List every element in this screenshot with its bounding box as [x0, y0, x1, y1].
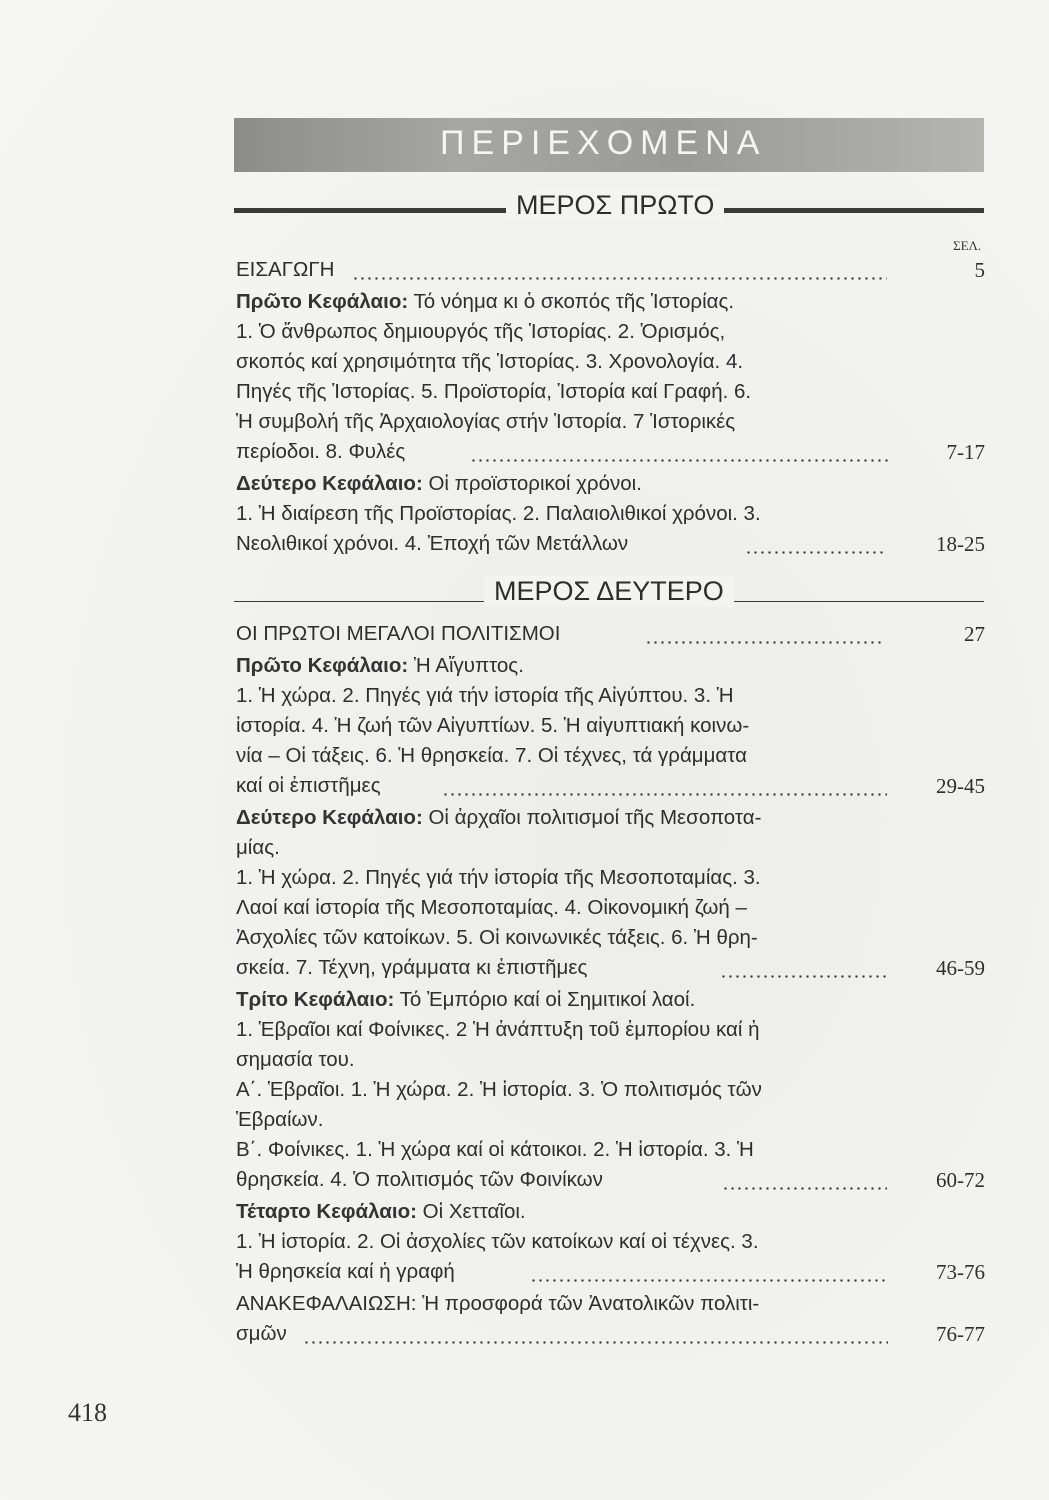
part-two-heading: [234, 576, 984, 616]
toc-line: Λαοί καί ἱστορία τῆς Μεσοποταμίας. 4. Οἰκονομική ζωή –: [236, 896, 747, 919]
heading-rule-right: [729, 601, 984, 602]
dot-leader: [442, 793, 887, 796]
toc-entry: σμῶν: [236, 1322, 287, 1345]
toc-line: 1. Ὁ ἄνθρωπος δημιουργός τῆς Ἱστορίας. 2. Ὁρισμός,: [236, 320, 726, 343]
toc-line: 1. Ἡ χώρα. 2. Πηγές γιά τήν ἱστορία τῆς Αἰγύπτου. 3. Ἡ: [236, 684, 734, 707]
page-number: 60-72: [936, 1168, 985, 1192]
page-number: 18-25: [936, 532, 985, 556]
page-number: 46-59: [936, 956, 985, 980]
dot-leader: [303, 1341, 888, 1344]
part-one-heading: [234, 190, 984, 230]
toc-line: Ἀσχολίες τῶν κατοίκων. 5. Οἱ κοινωνικές τάξεις. 6. Ἡ θρη-: [236, 926, 758, 949]
chapter-heading: Δεύτερο Κεφάλαιο: Οἱ προϊστορικοί χρόνοι.: [236, 472, 642, 495]
toc-line: σκοπός καί χρησιμότητα τῆς Ἱστορίας. 3. Χρονολογία. 4.: [236, 350, 744, 373]
dot-leader: [722, 1187, 887, 1190]
page-number: 7-17: [946, 440, 985, 464]
toc-line: Ἑβραίων.: [236, 1108, 324, 1131]
dot-leader: [645, 641, 885, 644]
heading-rule-left: [234, 208, 514, 213]
chapter-heading: Πρῶτο Κεφάλαιο: Ἡ Αἴγυπτος.: [236, 654, 524, 677]
page-folio: 418: [68, 1398, 107, 1427]
part-one-title: ΜΕΡΟΣ ΠΡΩΤΟ: [506, 190, 724, 221]
page-number: 76-77: [936, 1322, 985, 1346]
toc-entry: θρησκεία. 4. Ὁ πολιτισμός τῶν Φοινίκων: [236, 1168, 603, 1191]
page-number: 73-76: [936, 1260, 985, 1284]
toc-line: Α΄. Ἑβραῖοι. 1. Ἡ χώρα. 2. Ἡ ἱστορία. 3. Ὁ πολιτισμός τῶν: [236, 1078, 762, 1101]
toc-entry: Ἡ θρησκεία καί ἡ γραφή: [236, 1260, 455, 1283]
part-two-title: ΜΕΡΟΣ ΔΕΥΤΕΡΟ: [484, 576, 734, 607]
toc-entry: Νεολιθικοί χρόνοι. 4. Ἐποχή τῶν Μετάλλων: [236, 532, 629, 555]
dot-leader: [745, 551, 885, 554]
dot-leader: [470, 459, 890, 462]
toc-line: σημασία του.: [236, 1048, 355, 1071]
toc-line: ΑΝΑΚΕΦΑΛΑΙΩΣΗ: Ἡ προσφορά τῶν Ἀνατολικῶν πολιτι-: [236, 1292, 760, 1315]
heading-rule-left: [234, 601, 484, 602]
toc-line: Β΄. Φοίνικες. 1. Ἡ χώρα καί οἱ κάτοικοι. 2. Ἡ ἱστορία. 3. Ἡ: [236, 1138, 754, 1161]
toc-entry: ΕΙΣΑΓΩΓΗ: [236, 258, 335, 281]
dot-leader: [530, 1279, 888, 1282]
chapter-heading: Δεύτερο Κεφάλαιο: Οἱ ἀρχαῖοι πολιτισμοί τῆς Μεσοποτα-: [236, 806, 762, 829]
heading-rule-right: [724, 208, 984, 213]
toc-entry: περίοδοι. 8. Φυλές: [236, 440, 406, 463]
toc-line: Ἡ συμβολή τῆς Ἀρχαιολογίας στήν Ἱστορία. 7 Ἱστορικές: [236, 410, 736, 433]
toc-line: Πηγές τῆς Ἱστορίας. 5. Προϊστορία, Ἱστορία καί Γραφή. 6.: [236, 380, 752, 403]
page-number: 29-45: [936, 774, 985, 798]
page-column-label: ΣΕΛ.: [953, 238, 982, 253]
toc-entry: ΟΙ ΠΡΩΤΟΙ ΜΕΓΑΛΟΙ ΠΟΛΙΤΙΣΜΟΙ: [236, 622, 561, 645]
dot-leader: [720, 975, 888, 978]
chapter-heading: Πρῶτο Κεφάλαιο: Τό νόημα κι ὁ σκοπός τῆς Ἱστορίας.: [236, 290, 735, 313]
chapter-heading: Τρίτο Κεφάλαιο: Τό Ἐμπόριο καί οἱ Σημιτικοί λαοί.: [236, 988, 696, 1011]
chapter-heading: Τέταρτο Κεφάλαιο: Οἱ Χετταῖοι.: [236, 1200, 526, 1223]
page-number: 27: [964, 622, 985, 646]
toc-line: νία – Οἱ τάξεις. 6. Ἡ θρησκεία. 7. Οἱ τέχνες, τά γράμματα: [236, 744, 747, 767]
toc-line: 1. Ἡ ἱστορία. 2. Οἱ ἀσχολίες τῶν κατοίκων καί οἱ τέχνες. 3.: [236, 1230, 759, 1253]
toc-line: 1. Ἡ διαίρεση τῆς Προϊστορίας. 2. Παλαιολιθικοί χρόνοι. 3.: [236, 502, 761, 525]
toc-line: 1. Ἑβραῖοι καί Φοίνικες. 2 Ἡ ἀνάπτυξη τοῦ ἐμπορίου καί ἡ: [236, 1018, 760, 1041]
toc-line: ἱστορία. 4. Ἡ ζωή τῶν Αἰγυπτίων. 5. Ἡ αἰγυπτιακή κοινω-: [236, 714, 750, 737]
toc-entry: καί οἱ ἐπιστῆμες: [236, 774, 381, 797]
toc-line: 1. Ἡ χώρα. 2. Πηγές γιά τήν ἱστορία τῆς Μεσοποταμίας. 3.: [236, 866, 761, 889]
toc-line: μίας.: [236, 836, 280, 859]
dot-leader: [352, 277, 887, 280]
contents-title: ΠΕΡΙΕΧΟΜΕΝΑ: [440, 124, 767, 162]
page-number: 5: [974, 258, 985, 282]
toc-entry: σκεία. 7. Τέχνη, γράμματα κι ἐπιστῆμες: [236, 956, 588, 979]
